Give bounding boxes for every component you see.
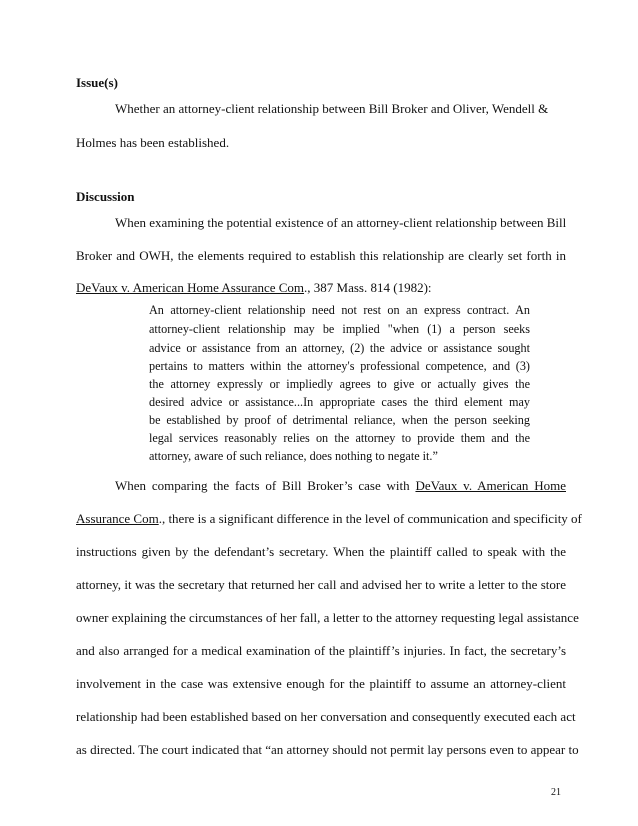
case-reference-link: DeVaux v. American Home [415, 478, 566, 493]
issue-line-2: Holmes has been established. [76, 135, 230, 150]
page-number: 21 [551, 787, 561, 798]
discussion-heading: Discussion [76, 189, 135, 204]
quote-line-5: the attorney expressly or impliedly agrees to give or actually gives the [149, 377, 530, 391]
comparison-line-5: owner explaining the circumstances of her fall, a letter to the attorney requesting legal assistance [76, 610, 579, 625]
comparison-line-8: relationship had been established based on her conversation and consequently executed each act [76, 709, 576, 724]
comparison-line-9: as directed. The court indicated that “an attorney should not permit lay persons even to appear to [76, 742, 579, 757]
case-citation-link: DeVaux v. American Home Assurance Com [76, 280, 305, 295]
comparison-text: When comparing the facts of Bill Broker’s case with [115, 478, 416, 493]
quote-line-1: An attorney-client relationship need not rest on an express contract. An [149, 303, 530, 317]
quote-line-4: pertains to matters within the attorney's professional competence, and (3) [149, 359, 530, 373]
comparison-line-2 [76, 511, 582, 527]
quote-line-7: be established by proof of detrimental reliance, when the person seeking [149, 413, 530, 427]
citation-rest: ., 387 Mass. 814 (1982): [304, 280, 432, 295]
quote-line-9: attorney, aware of such reliance, does nothing to negate it.” [149, 449, 438, 463]
comparison-line-1 [115, 478, 566, 494]
comparison-text-cont: ., there is a significant difference in the level of communication and specificity of [158, 511, 582, 526]
case-reference-link-cont: Assurance Com [76, 511, 159, 526]
comparison-line-3: instructions given by the defendant’s secretary. When the plaintiff called to speak with the [76, 544, 566, 559]
issue-line-1: Whether an attorney-client relationship between Bill Broker and Oliver, Wendell & [115, 101, 549, 116]
discussion-line-2: Broker and OWH, the elements required to establish this relationship are clearly set forth in [76, 248, 566, 263]
discussion-line-1: When examining the potential existence of an attorney-client relationship between Bill [115, 215, 567, 230]
quote-line-2: attorney-client relationship may be implied "when (1) a person seeks [149, 322, 530, 336]
quote-line-8: legal services reasonably relies on the attorney to provide them and the [149, 431, 530, 445]
comparison-line-6: and also arranged for a medical examination of the plaintiff’s injuries. In fact, the secretary’s [76, 643, 566, 658]
issue-heading: Issue(s) [76, 75, 118, 90]
quote-line-6: desired advice or assistance...In appropriate cases the third element may [149, 395, 530, 409]
quote-line-3: advice or assistance from an attorney, (2) the advice or assistance sought [149, 341, 530, 355]
citation-line [76, 280, 566, 296]
comparison-line-7: involvement in the case was extensive enough for the plaintiff to assume an attorney-client [76, 676, 566, 691]
comparison-line-4: attorney, it was the secretary that returned her call and advised her to write a letter to the store [76, 577, 566, 592]
